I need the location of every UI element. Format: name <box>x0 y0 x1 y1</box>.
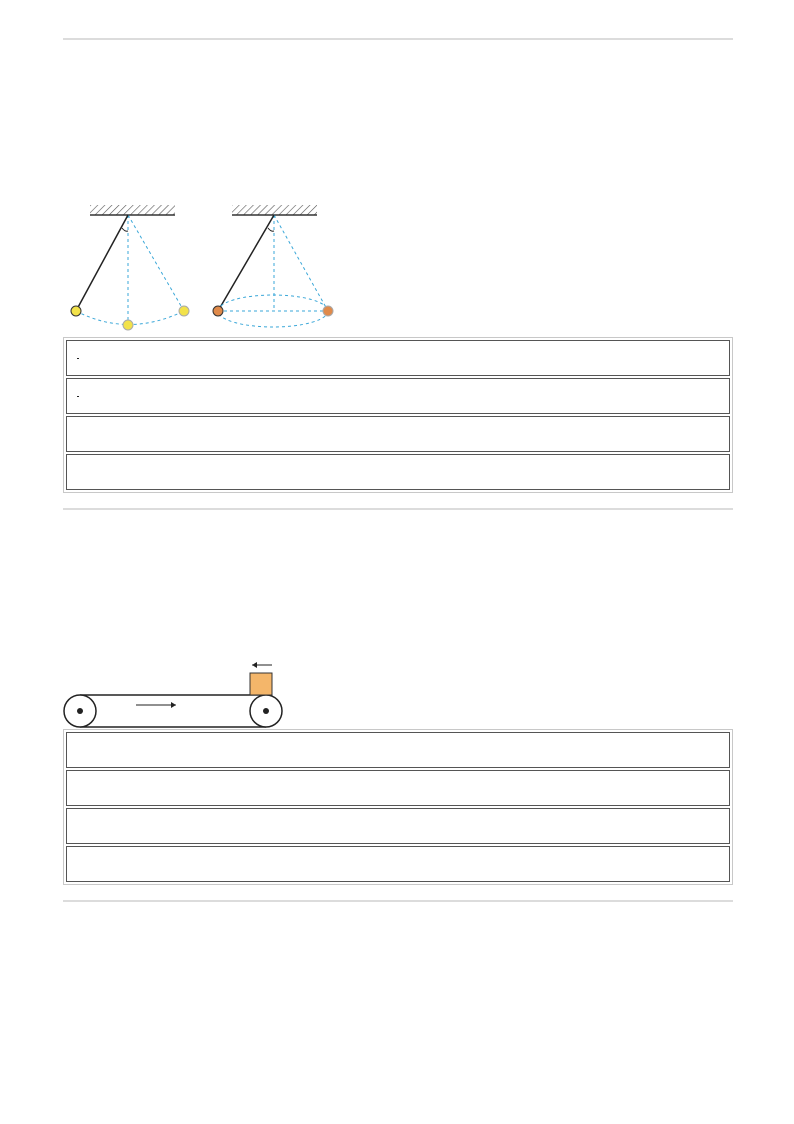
fraction <box>77 396 79 397</box>
option-d[interactable] <box>66 846 730 882</box>
top-divider <box>63 38 733 40</box>
divider <box>63 900 733 902</box>
divider <box>63 508 733 510</box>
option-a[interactable] <box>66 340 730 376</box>
ball-p <box>71 306 81 316</box>
ball-q <box>213 306 223 316</box>
question2-options <box>63 729 733 885</box>
option-c[interactable] <box>66 808 730 844</box>
ball-p-right <box>179 306 189 316</box>
option-a[interactable] <box>66 732 730 768</box>
slider-block <box>250 673 272 695</box>
conveyor-figure <box>60 640 290 732</box>
option-d[interactable] <box>66 454 730 490</box>
pendulum-p <box>71 205 189 330</box>
question1-options <box>63 337 733 493</box>
ball-p-low <box>123 320 133 330</box>
pendulum-q <box>213 205 333 327</box>
fraction <box>77 358 79 359</box>
ball-q-right <box>323 306 333 316</box>
pendulum-figure <box>60 200 340 340</box>
option-c[interactable] <box>66 416 730 452</box>
option-b[interactable] <box>66 378 730 414</box>
option-b[interactable] <box>66 770 730 806</box>
